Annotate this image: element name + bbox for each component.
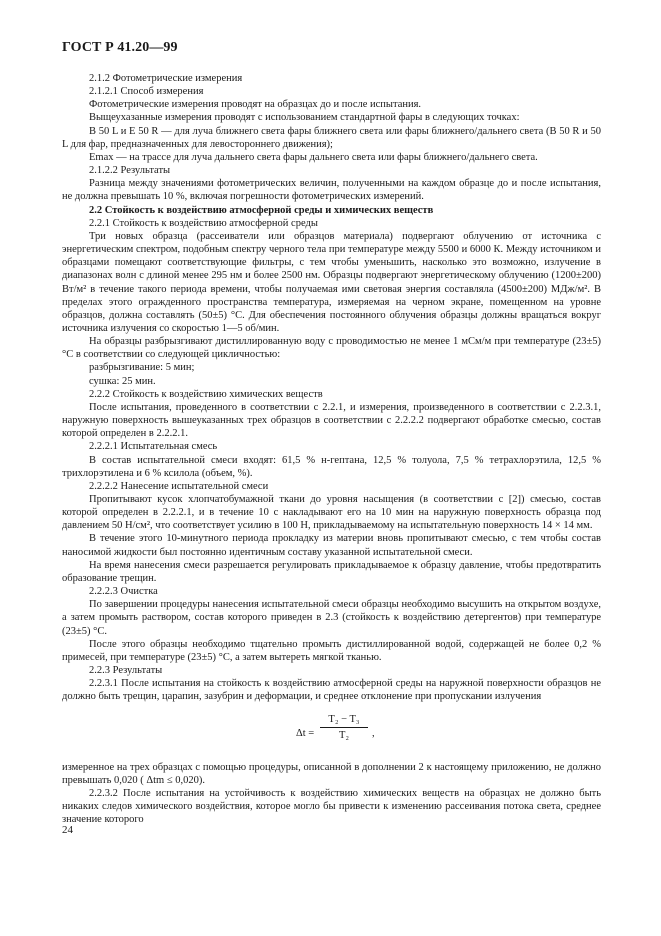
paragraph: В состав испытательной смеси входят: 61,5 % н-гептана, 12,5 % толуола, 7,5 % тетрахлорэтила, 12,5 % трихлорэтилена и 6 % ксилола (объем, %). [62, 454, 601, 479]
formula-fraction [320, 713, 368, 742]
formula-tail: , [372, 727, 375, 739]
paragraph: На образцы разбрызгивают дистиллированную воду с проводимостью не менее 1 мСм/м при температуре (23±5) °С в соответствии со следующей цикличностью: [62, 336, 601, 361]
paragraph: После этого образцы необходимо тщательно промыть дистиллированной водой, содержащей не более 0,2 % примесей, при температуре (23±5) °С, а затем вытереть мягкой тканью. [62, 638, 601, 663]
paragraph: На время нанесения смеси разрешается регулировать прикладываемое к образцу давление, чтобы предотвратить образование трещин. [62, 559, 601, 584]
section-2-1-2-1-heading: 2.1.2.1 Способ измерения [89, 86, 204, 98]
paragraph: 2.2.3.2 После испытания на устойчивость к воздействию химических веществ на образцах не должно быть никаких следов химического воздействия, которое могло бы привести к изменению рассеивания потока света, среднее значение которого [62, 787, 601, 826]
section-2-1-2-2-heading: 2.1.2.2 Результаты [89, 165, 171, 177]
paragraph: В течение этого 10-минутного периода прокладку из материи вновь пропитывают смесью, с тем чтобы состав наносимой жидкости был постоянно идентичным составу указанной испытательной смеси. [62, 533, 601, 558]
paragraph: Разница между значениями фотометрических величин, полученными на каждом образце до и после испытания, не должна превышать 10 %, включая погрешности фотометрических измерений. [62, 178, 601, 203]
paragraph: Три новых образца (рассеиватели или образцов материала) подвергают облучению от источника с энергетическим спектром, подобным спектру черного тела при температуре между 5500 и 6000 К. Между источником и образцами помещают соответствующие фильтры, с тем чтобы уменьшить, насколько это возможно, излучение в диапазонах волн с длиной менее 295 нм и более 2500 нм. Образцы подвергают энергетическому облучению (1200±200) Вт/м² в течение такого периода времени, чтобы получаемая ими световая энергия составляла (4500±200) МДж/м². В пределах этого огражденного пространства температура, измеряемая на черном экране, помещенном на уровне образцов, должна составлять (50±5) °С. Для обеспечения постоянного облучения образцы должны вращаться вокруг источника излучения со скоростью 1—5 об/мин. [62, 230, 601, 334]
section-2-2-heading: 2.2 Стойкость к воздействию атмосферной среды и химических веществ [89, 204, 434, 216]
section-2-2-2-1-heading: 2.2.2.1 Испытательная смесь [89, 441, 218, 453]
section-2-2-3-heading: 2.2.3 Результаты [89, 665, 163, 677]
paragraph: B 50 L и E 50 R — для луча ближнего света фары ближнего света или фары ближнего/дальнего света (B 50 R и 50 L для фар, предназначенных для левостороннего движения); [62, 125, 601, 150]
formula-lhs: Δt = [296, 727, 315, 739]
cycle-spray: разбрызгивание: 5 мин; [89, 362, 195, 374]
section-2-2-2-2-heading: 2.2.2.2 Нанесение испытательной смеси [89, 480, 269, 492]
formula-denominator: T₂ [338, 729, 350, 741]
page-number: 24 [62, 824, 73, 836]
paragraph: Выщеухазанные измерения проводят с использованием стандартной фары в следующих точках: [89, 112, 520, 124]
paragraph: измеренное на трех образцах с помощью процедуры, описанной в дополнении 2 к настоящему приложению, не должно превышать 0,020 ( Δtm ≤ 0,020). [62, 761, 601, 786]
section-2-2-2-heading: 2.2.2 Стойкость к воздействию химических веществ [89, 388, 323, 400]
formula-delta-t [62, 712, 601, 754]
paragraph: После испытания, проведенного в соответствии с 2.2.1, и измерения, произведенного в соответствии с 2.2.3.1, наружную поверхность вышеуказанных трех образцов в соответствии с 2.2.2.2 подвергают обработке смесью, состав которой определен в 2.2.2.1. [62, 401, 601, 440]
formula-numerator: T₂ − T₃ [320, 713, 368, 728]
document-header: ГОСТ Р 41.20—99 [62, 40, 178, 55]
document-body [62, 72, 601, 826]
paragraph: Пропитывают кусок хлопчатобумажной ткани до уровня насыщения (в соответствии с [2]) смесью, состав которой определен в 2.2.2.1, и в течение 10 с накладывают его на 10 мин на наружную поверхность образца под давлением 50 Н/см², что соответствует усилию в 100 Н, прикладываемому на испытательную поверхность 14 × 14 мм. [62, 494, 601, 532]
section-2-2-2-3-heading: 2.2.2.3 Очистка [89, 586, 158, 598]
paragraph: Фотометрические измерения проводят на образцах до и после испытания. [89, 99, 422, 111]
paragraph: По завершении процедуры нанесения испытательной смеси образцы необходимо высушить на открытом воздухе, а затем промыть раствором, состав которого приведен в 2.3 (стойкость к воздействию детергентов) при температуре (23±5) °С. [62, 599, 601, 637]
section-2-2-1-heading: 2.2.1 Стойкость к воздействию атмосферной среды [89, 217, 318, 229]
cycle-dry: сушка: 25 мин. [89, 375, 156, 387]
section-2-1-2-heading: 2.1.2 Фотометрические измерения [89, 73, 243, 84]
paragraph: 2.2.3.1 После испытания на стойкость к воздействию атмосферной среды на наружной поверхности образцов не должно быть трещин, царапин, зазубрин и деформации, и среднее отклонение при пропускании излучения [62, 678, 601, 703]
paragraph: Emax — на трассе для луча дальнего света фары дальнего света или фары ближнего/дальнего света. [89, 151, 538, 163]
